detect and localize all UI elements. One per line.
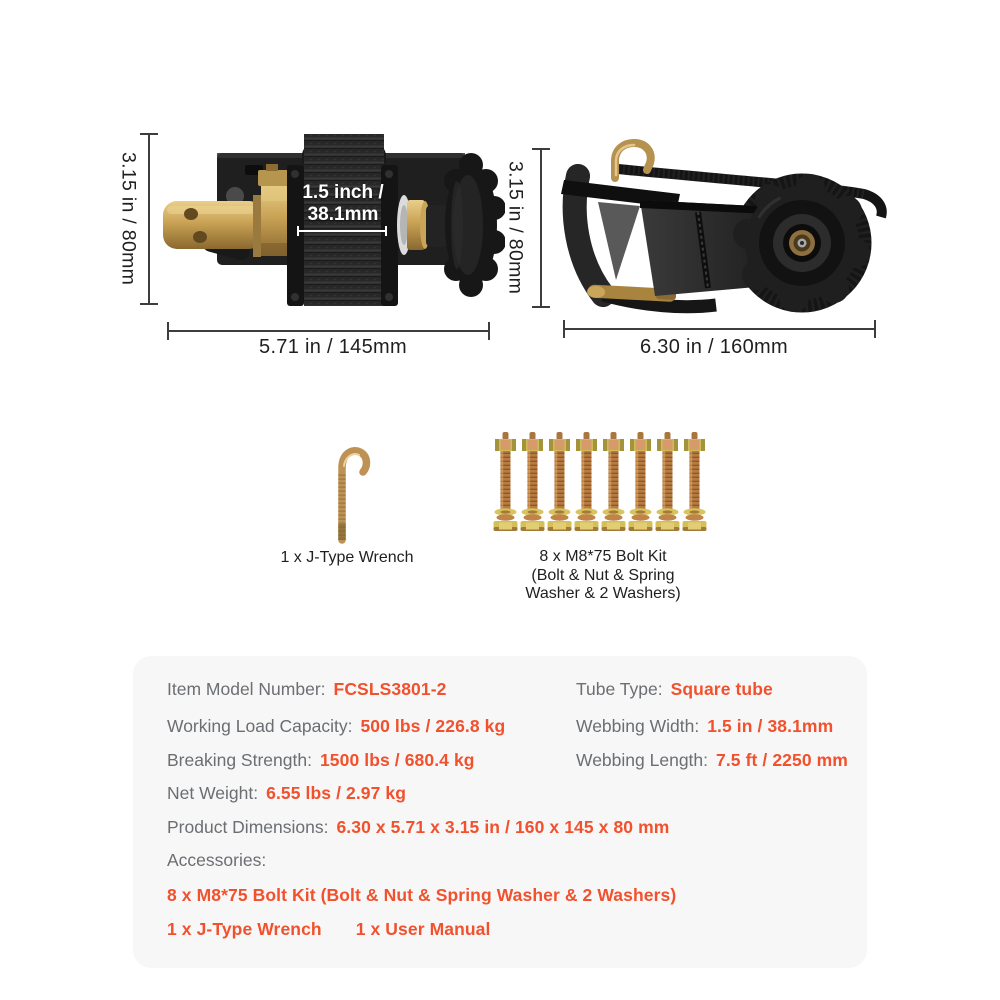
spec-accessory-item-wrench: 1 x J-Type Wrench: [167, 919, 322, 939]
j-wrench-icon: [318, 432, 378, 544]
spec-value: 1500 lbs / 680.4 kg: [319, 750, 475, 770]
spec-accessory-item-manual: 1 x User Manual: [355, 919, 491, 939]
tick: [488, 322, 490, 340]
spec-accessory-bolt-line: 8 x M8*75 Bolt Kit (Bolt & Nut & Spring Washer & 2 Washers): [167, 885, 677, 905]
line: [297, 230, 387, 232]
spec-row-breaking-strength: [167, 750, 475, 771]
spec-row-webbing-length: [576, 750, 848, 771]
webbing-width-line2: 38.1mm: [307, 204, 379, 225]
right-view-height-dimension-line: [532, 148, 550, 308]
spec-row-webbing-width: [576, 716, 833, 737]
bolt-kit-caption: [498, 548, 708, 604]
winch-side-view-image: [558, 112, 888, 317]
wrench-caption: 1 x J-Type Wrench: [280, 549, 414, 566]
webbing-width-dimension-line: [297, 226, 387, 236]
spec-label: Accessories:: [167, 850, 267, 870]
line: [540, 148, 542, 308]
tick: [874, 320, 876, 338]
bolt-kit-caption-line2: (Bolt & Nut & Spring: [531, 566, 675, 584]
spec-label: Item Model Number:: [167, 679, 326, 699]
spec-label: Net Weight:: [167, 783, 259, 803]
spec-row-net-weight: [167, 783, 406, 804]
left-view-height-label: 3.15 in / 80mm: [117, 152, 140, 286]
spec-value: 6.55 lbs / 2.97 kg: [266, 783, 407, 803]
line: [148, 133, 150, 305]
spec-label: Tube Type:: [576, 679, 663, 699]
spec-label: Product Dimensions:: [167, 817, 329, 837]
spec-row-item-model: [167, 679, 446, 700]
spec-value: 6.30 x 5.71 x 3.15 in / 160 x 145 x 80 mm: [336, 817, 670, 837]
webbing-width-annotation: [288, 182, 398, 226]
spec-label: Webbing Length:: [576, 750, 709, 770]
bolt-kit-caption-line3: Washer & 2 Washers): [525, 585, 681, 602]
spec-value: Square tube: [670, 679, 773, 699]
spec-value: FCSLS3801-2: [333, 679, 447, 699]
spec-value: 1.5 in / 38.1mm: [707, 716, 834, 736]
right-view-height-label: 3.15 in / 80mm: [504, 161, 527, 295]
line: [563, 328, 876, 330]
spec-row-tube-type: [576, 679, 773, 700]
right-view-width-label: 6.30 in / 160mm: [640, 336, 788, 358]
spec-value: 500 lbs / 226.8 kg: [360, 716, 506, 736]
spec-label: Breaking Strength:: [167, 750, 312, 770]
star-knob: [444, 153, 505, 297]
left-view-width-label: 5.71 in / 145mm: [259, 336, 407, 358]
webbing-width-line1: 1.5 inch /: [302, 182, 384, 203]
spec-value: 7.5 ft / 2250 mm: [716, 750, 848, 770]
spec-panel: [133, 656, 867, 968]
spec-row-accessories: [167, 850, 266, 871]
bolt-kit-icon: [492, 430, 709, 540]
spec-row-working-load: [167, 716, 505, 737]
spec-accessory-items-line: [167, 919, 490, 940]
spec-label: Working Load Capacity:: [167, 716, 353, 736]
spec-row-product-dimensions: [167, 817, 669, 838]
line: [167, 330, 490, 332]
bolt-kit-caption-line1: 8 x M8*75 Bolt Kit: [539, 548, 667, 565]
tick: [385, 226, 387, 236]
spec-label: Webbing Width:: [576, 716, 700, 736]
tick: [532, 306, 550, 308]
